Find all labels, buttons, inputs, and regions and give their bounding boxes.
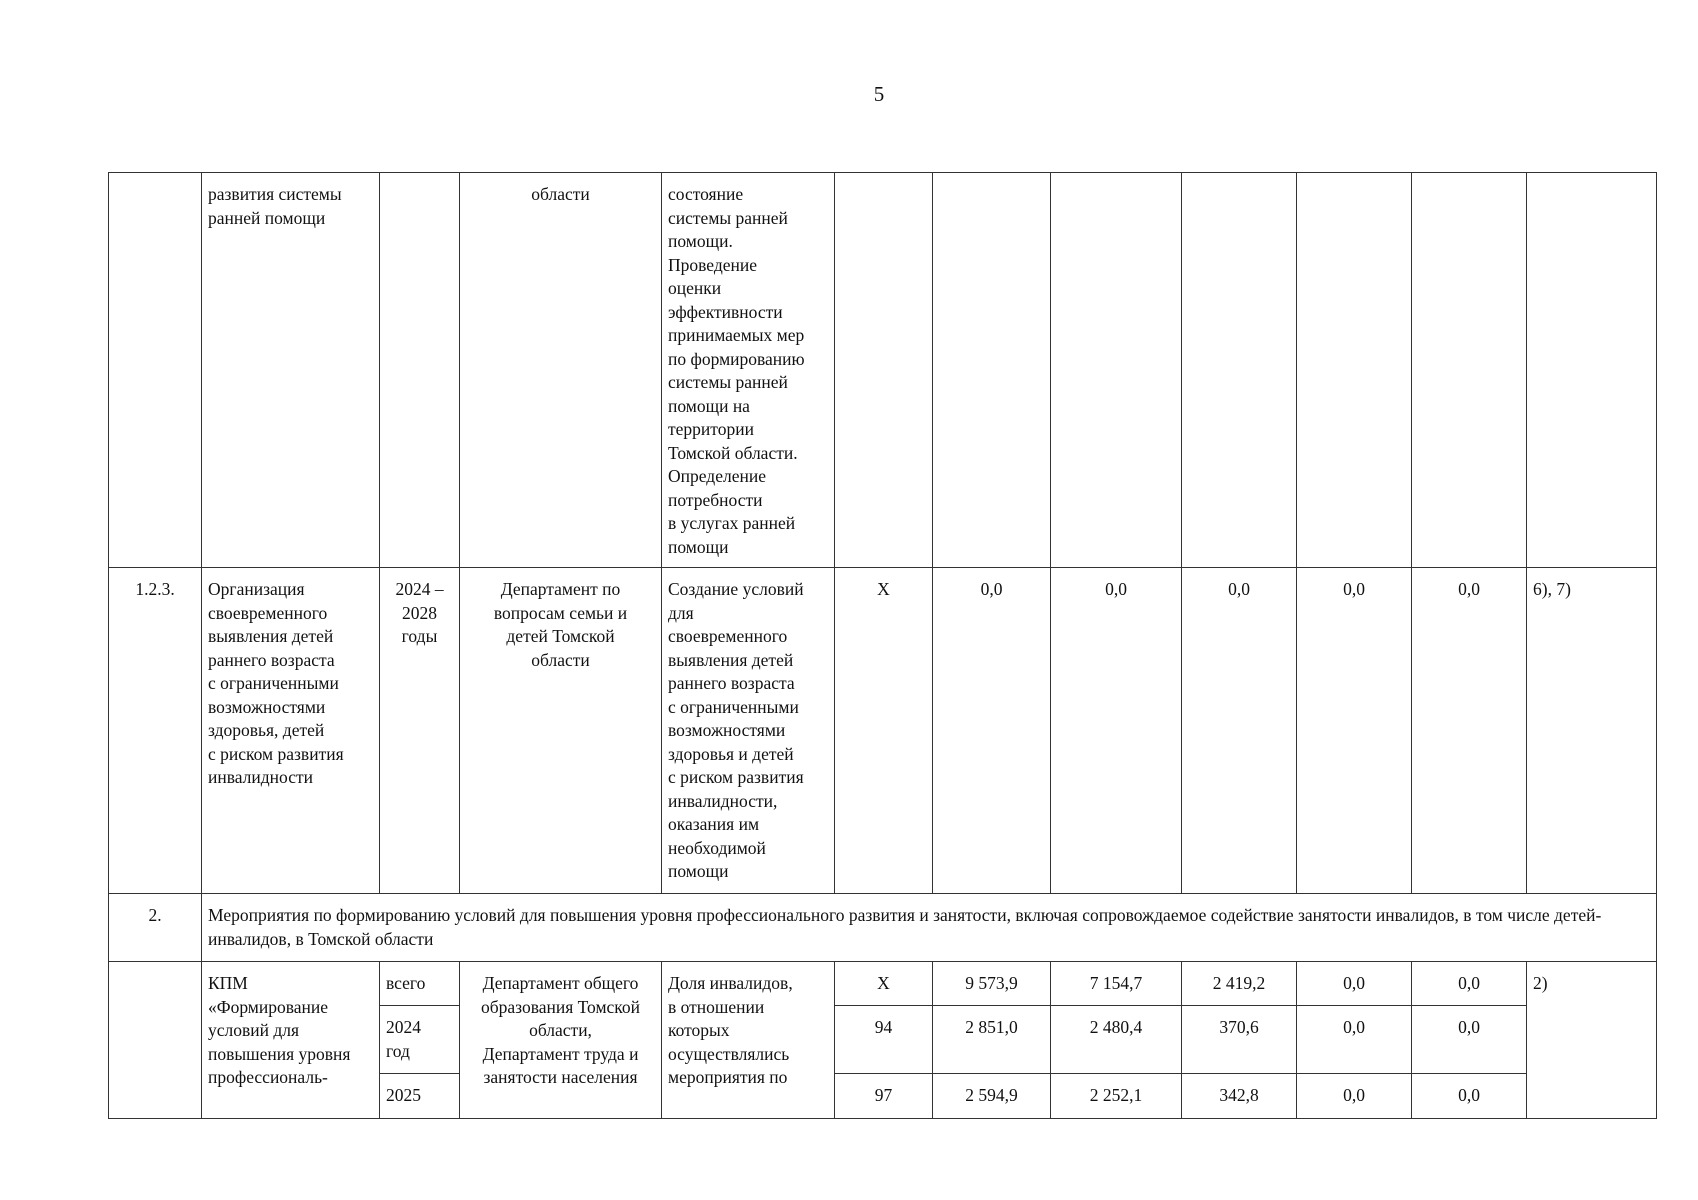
cell-result: Доля инвалидов, в отношении которых осуществлялись мероприятия по (662, 962, 835, 1119)
cell-period: 2024 год (380, 1006, 460, 1074)
cell-note: 6), 7) (1527, 568, 1657, 894)
cell-total: 9 573,9 (933, 962, 1051, 1006)
cell-indicator: Х (835, 568, 933, 894)
cell-value-2: 0,0 (1182, 568, 1297, 894)
cell-period: всего (380, 962, 460, 1006)
cell-indicator: 94 (835, 1006, 933, 1074)
cell-value-4 (1412, 173, 1527, 568)
cell-value-3: 0,0 (1297, 568, 1412, 894)
program-table (108, 172, 1657, 1119)
cell-value-4: 0,0 (1412, 962, 1527, 1006)
cell-value-4: 0,0 (1412, 1074, 1527, 1119)
cell-name: КПМ «Формирование условий для повышения уровня профессиональ- (202, 962, 380, 1119)
cell-executor: Департамент общего образования Томской области, Департамент труда и занятости населения (460, 962, 662, 1119)
cell-name: Организация своевременного выявления детей раннего возраста с ограниченными возможностями здоровья, детей с риском развития инвалидности (202, 568, 380, 894)
cell-value-2: 370,6 (1182, 1006, 1297, 1074)
cell-result: состояние системы ранней помощи. Проведение оценки эффективности принимаемых мер по формированию системы ранней помощи на территории Томской области. Определение потребности в услугах ранней помощи (662, 173, 835, 568)
section-row-2 (109, 894, 1657, 962)
cell-value-4: 0,0 (1412, 1006, 1527, 1074)
cell-indicator (835, 173, 933, 568)
cell-value-1: 2 480,4 (1051, 1006, 1182, 1074)
cell-num: 1.2.3. (109, 568, 202, 894)
cell-total: 2 594,9 (933, 1074, 1051, 1119)
cell-period: 2025 (380, 1074, 460, 1119)
cell-executor: области (460, 173, 662, 568)
cell-total: 2 851,0 (933, 1006, 1051, 1074)
cell-value-4: 0,0 (1412, 568, 1527, 894)
cell-name: развития системы ранней помощи (202, 173, 380, 568)
cell-value-1 (1051, 173, 1182, 568)
table-row-1-2-3 (109, 568, 1657, 894)
page-number: 5 (873, 82, 885, 106)
cell-value-3 (1297, 173, 1412, 568)
cell-executor: Департамент по вопросам семьи и детей Томской области (460, 568, 662, 894)
cell-total: 0,0 (933, 568, 1051, 894)
table-row-kpm-total (109, 962, 1657, 1006)
cell-indicator: 97 (835, 1074, 933, 1119)
cell-value-3: 0,0 (1297, 962, 1412, 1006)
cell-total (933, 173, 1051, 568)
cell-value-3: 0,0 (1297, 1006, 1412, 1074)
section-title: Мероприятия по формированию условий для повышения уровня профессионального развития и занятости, включая сопровождаемое содействие занятости инвалидов, в том числе детей-инвалидов, в Томской области (202, 894, 1657, 962)
cell-value-2: 342,8 (1182, 1074, 1297, 1119)
cell-period (380, 173, 460, 568)
cell-value-1: 7 154,7 (1051, 962, 1182, 1006)
cell-num (109, 962, 202, 1119)
cell-value-2: 2 419,2 (1182, 962, 1297, 1006)
cell-value-1: 2 252,1 (1051, 1074, 1182, 1119)
cell-result: Создание условий для своевременного выявления детей раннего возраста с ограниченными возможностями здоровья и детей с риском развития инвалидности, оказания им необходимой помощи (662, 568, 835, 894)
cell-value-1: 0,0 (1051, 568, 1182, 894)
cell-value-2 (1182, 173, 1297, 568)
table-row-continued (109, 173, 1657, 568)
section-num: 2. (109, 894, 202, 962)
cell-value-3: 0,0 (1297, 1074, 1412, 1119)
cell-note (1527, 173, 1657, 568)
cell-indicator: Х (835, 962, 933, 1006)
cell-num (109, 173, 202, 568)
cell-period: 2024 – 2028 годы (380, 568, 460, 894)
cell-note: 2) (1527, 962, 1657, 1119)
